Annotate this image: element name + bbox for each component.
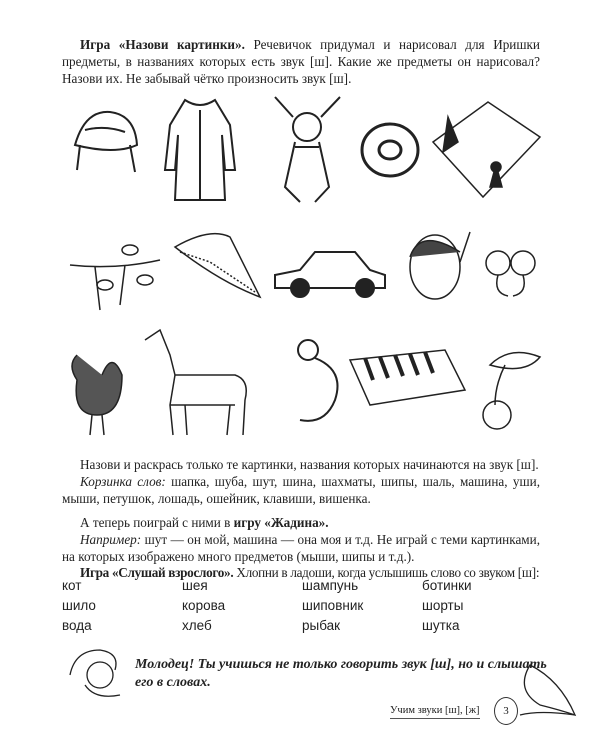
horse-picture xyxy=(135,325,260,440)
rosehip-branch-picture xyxy=(65,225,165,315)
word-row xyxy=(62,578,542,598)
word-row xyxy=(62,618,542,638)
shawl-picture xyxy=(170,222,265,302)
word: шампунь xyxy=(302,578,359,593)
word: корова xyxy=(182,598,226,613)
boy-head-picture xyxy=(400,222,475,307)
word-row xyxy=(62,598,542,618)
game1-paragraph xyxy=(62,36,540,87)
word: шило xyxy=(62,598,96,613)
rooster-picture xyxy=(62,345,127,440)
game1-text: Речевичок придумал и нарисовал для Иришки предметы, в названиях которых есть звук [ш]. Какие же предметы он нарисовал? Назови их. Не забывай чётко произносить звук [ш]. xyxy=(62,37,540,86)
hat-picture xyxy=(65,100,145,180)
gnome-mascot-picture xyxy=(65,645,130,700)
basket-words: шапка, шуба, шут, шина, шахматы, шипы, шаль, машина, уши, мыши, петушок, лошадь, ошейник, клавиши, вишенка. xyxy=(62,474,541,506)
word: шиповник xyxy=(302,598,364,613)
jester-picture xyxy=(265,92,350,207)
task-paragraph: Назови и раскрась только те картинки, названия которых начинаются на звук [ш]. xyxy=(80,457,539,472)
praise-text: Молодец! Ты учишься не только говорить звук [ш], но и слышать его в словах. xyxy=(135,657,547,690)
word-grid xyxy=(62,578,542,638)
mice-picture xyxy=(478,238,543,298)
page-number: 3 xyxy=(494,697,518,725)
game2-title: игру «Жадина». xyxy=(233,515,329,530)
word: ботинки xyxy=(422,578,472,593)
word: вода xyxy=(62,618,92,633)
example-paragraph xyxy=(62,531,540,565)
word: шорты xyxy=(422,598,464,613)
cherry-picture xyxy=(470,345,545,435)
example-label: Например: xyxy=(80,532,142,547)
game2-paragraph xyxy=(62,514,540,531)
word: хлеб xyxy=(182,618,212,633)
tire-picture xyxy=(358,118,423,183)
word: шея xyxy=(182,578,208,593)
example-text: шут — он мой, машина — она моя и т.д. Не играй с теми картинками, на которых изображено много предметов (мыши, шипы и т.д.). xyxy=(62,532,540,564)
word: шутка xyxy=(422,618,460,633)
word: рыбак xyxy=(302,618,341,633)
basket-label: Корзинка слов: xyxy=(80,474,166,489)
car-picture xyxy=(270,240,390,300)
game2-intro: А теперь поиграй с ними в xyxy=(80,515,234,530)
word: кот xyxy=(62,578,82,593)
game3-title: Игра «Слушай взрослого». xyxy=(80,565,234,580)
section-footer: Учим звуки [ш], [ж] xyxy=(390,705,480,719)
fur-coat-picture xyxy=(160,95,240,205)
chess-picture xyxy=(428,97,543,202)
game1-title: Игра «Назови картинки». xyxy=(80,37,245,52)
basket-paragraph xyxy=(62,473,540,507)
game3-text: Хлопни в ладоши, когда услышишь слово со звуком [ш]: xyxy=(233,565,540,580)
piano-keys-picture xyxy=(345,345,470,415)
